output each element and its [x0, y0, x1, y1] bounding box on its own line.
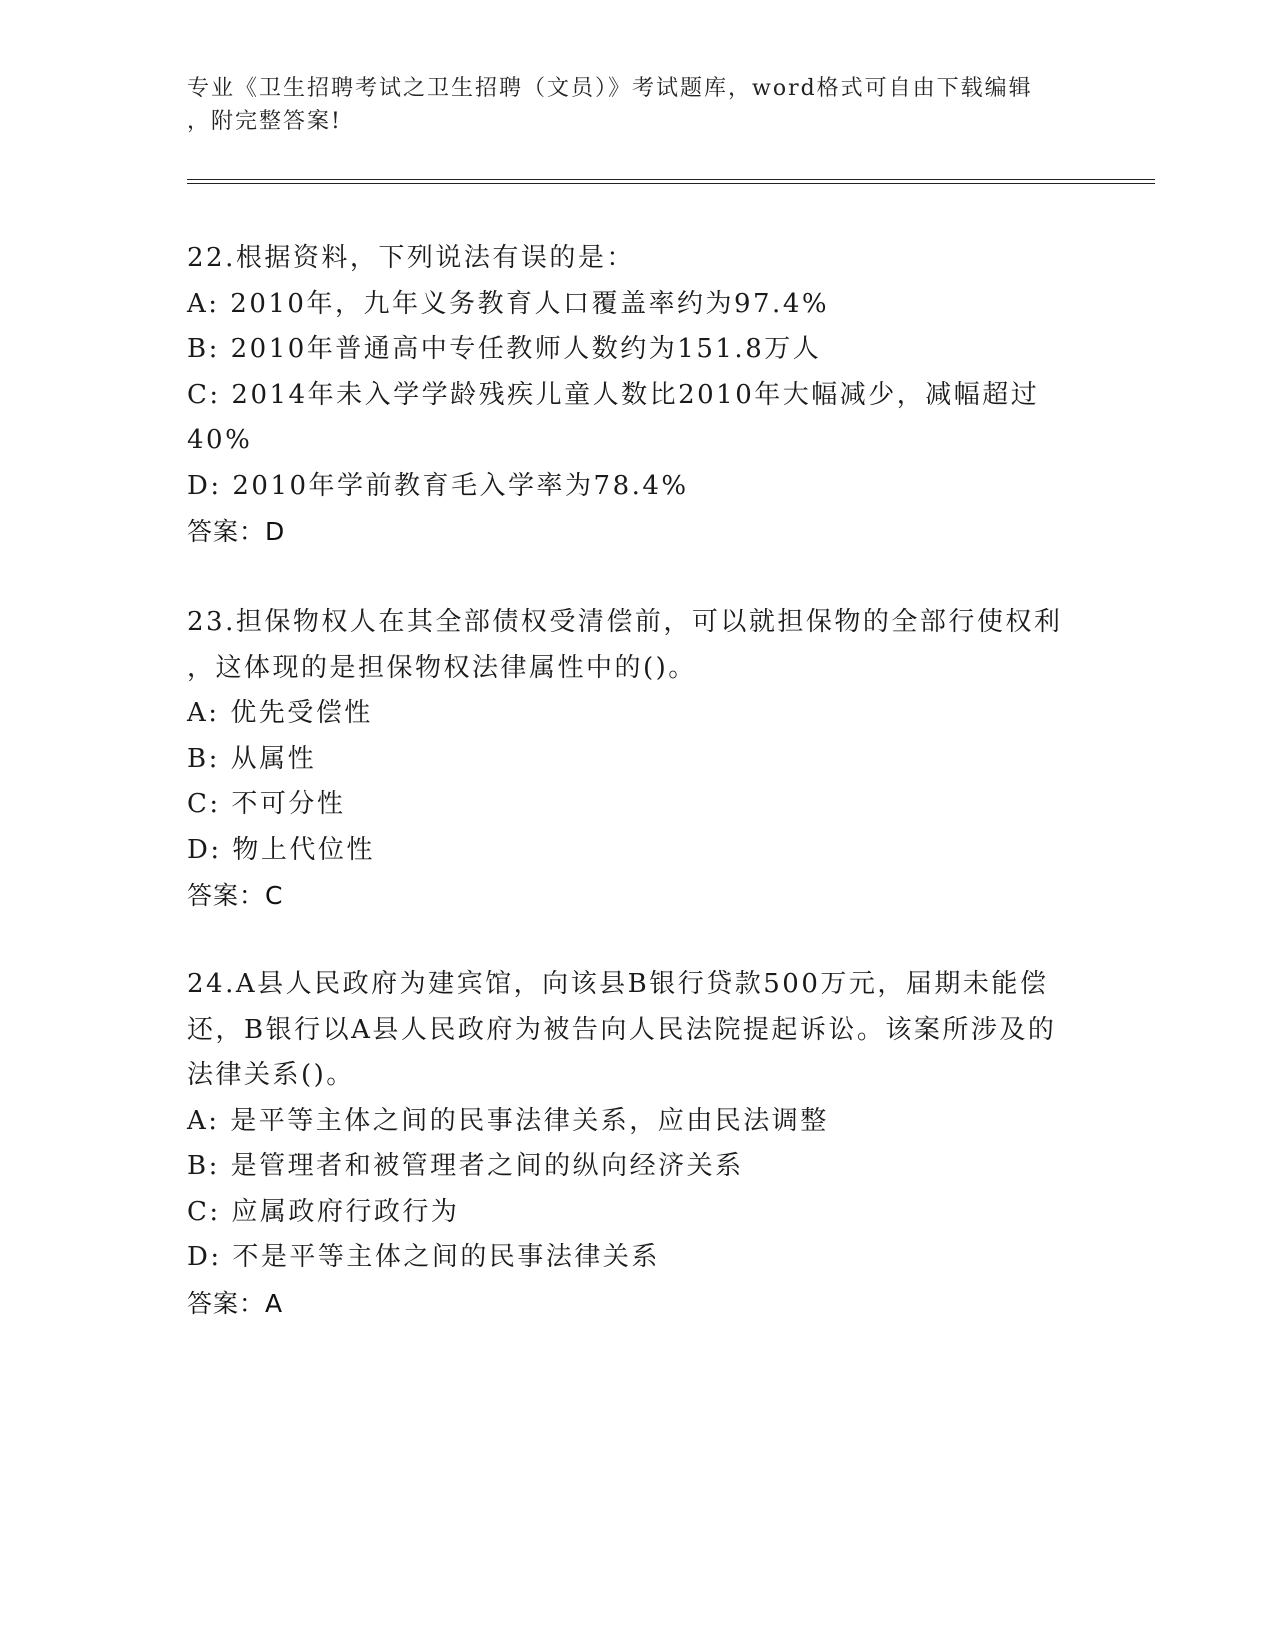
- option-a: A: 是平等主体之间的民事法律关系，应由民法调整: [187, 1105, 829, 1136]
- answer-label: 答案：C: [187, 881, 284, 910]
- question-stem-continued: ，这体现的是担保物权法律属性中的()。: [187, 652, 697, 683]
- option-b: B: 从属性: [187, 743, 317, 774]
- answer-label: 答案：A: [187, 1288, 284, 1318]
- option-b: B: 2010年普通高中专任教师人数约为151.8万人: [187, 334, 822, 364]
- option-c-continued: 40%: [187, 425, 253, 455]
- question-stem: 22.根据资料，下列说法有误的是：: [187, 243, 635, 273]
- question-stem-continued-2: 法律关系()。: [187, 1060, 355, 1090]
- header-divider: [187, 179, 1155, 184]
- answer-label: 答案：D: [187, 517, 286, 546]
- document-header: [187, 72, 1067, 138]
- header-line-2: ，附完整答案!: [187, 109, 342, 134]
- header-line-1: 专业《卫生招聘考试之卫生招聘（文员）》考试题库，word格式可自由下载编辑: [187, 76, 1033, 101]
- option-d: D: 不是平等主体之间的民事法律关系: [187, 1242, 660, 1272]
- option-d: D: 物上代位性: [187, 834, 375, 865]
- question-stem-continued: 还，B银行以A县人民政府为被告向人民法院提起诉讼。该案所涉及的: [187, 1014, 1057, 1045]
- question-stem: 24.A县人民政府为建宾馆，向该县B银行贷款500万元，届期未能偿: [187, 969, 1049, 999]
- option-a: A: 优先受偿性: [187, 698, 373, 728]
- option-d: D: 2010年学前教育毛入学率为78.4%: [187, 470, 689, 501]
- option-b: B: 是管理者和被管理者之间的纵向经济关系: [187, 1151, 744, 1181]
- question-stem: 23.担保物权人在其全部债权受清偿前，可以就担保物的全部行使权利: [187, 607, 1063, 637]
- option-a: A: 2010年，九年义务教育人口覆盖率约为97.4%: [187, 288, 830, 319]
- option-c: C: 应属政府行政行为: [187, 1196, 460, 1227]
- option-c: C: 2014年未入学学龄残疾儿童人数比2010年大幅减少，减幅超过: [187, 379, 1040, 410]
- question-24: [187, 962, 1087, 1326]
- question-23: [187, 600, 1087, 919]
- question-22: [187, 236, 1087, 555]
- option-c: C: 不可分性: [187, 789, 346, 819]
